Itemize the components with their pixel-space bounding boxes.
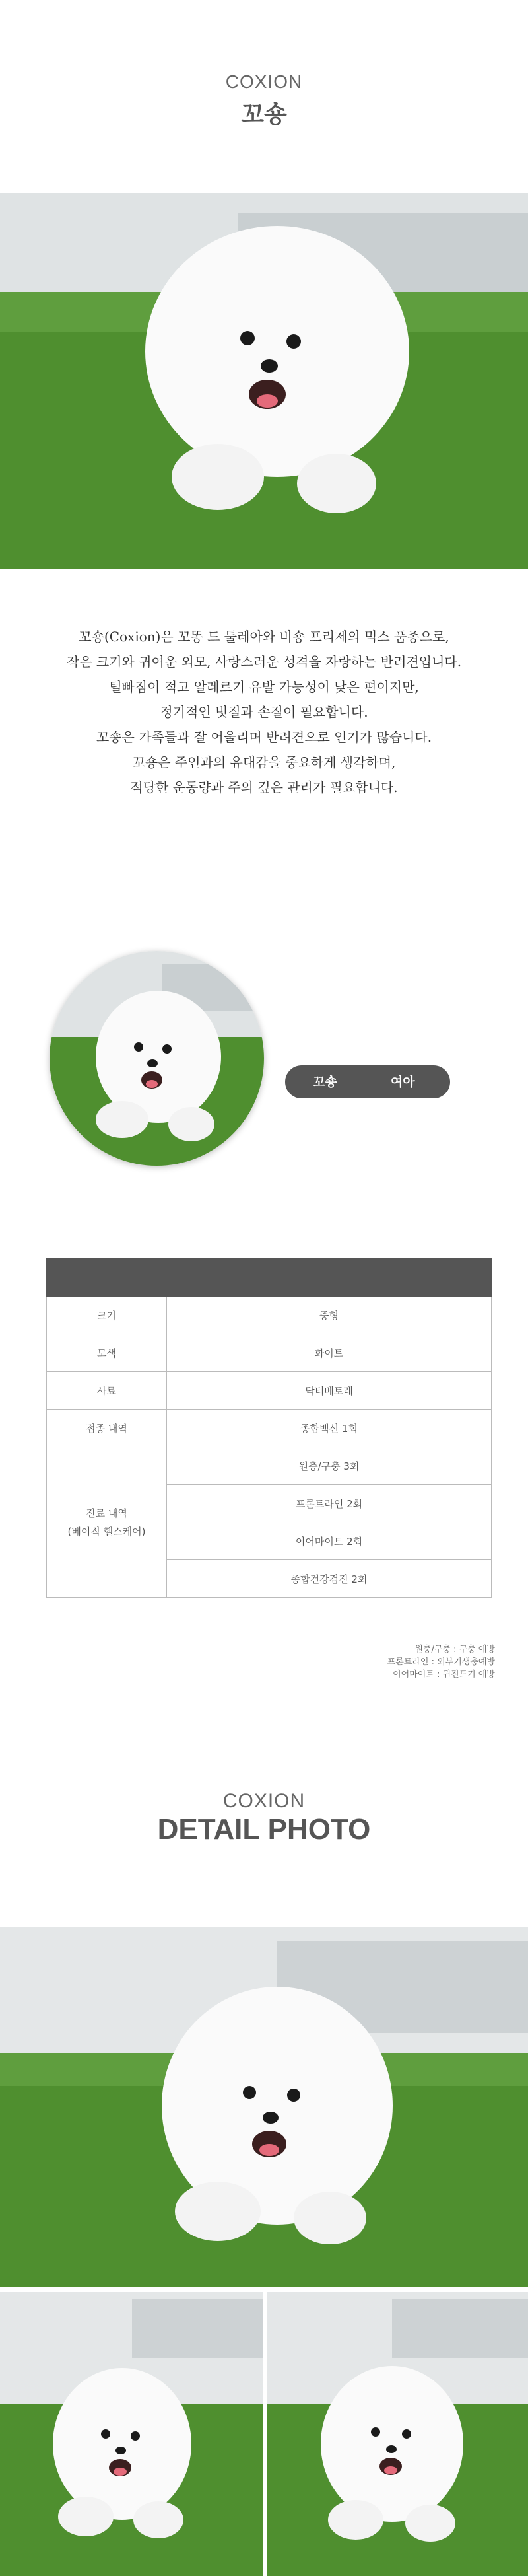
spec-value: 종합백신 1회	[167, 1410, 492, 1447]
dog-sex: 여아	[391, 1075, 415, 1089]
detail-title: DETAIL PHOTO	[157, 1813, 371, 1845]
description-line: 꼬숑은 가족들과 잘 어울리며 반려견으로 인기가 많습니다.	[96, 729, 432, 745]
care-item: 종합건강검진 2회	[167, 1560, 492, 1598]
table-row	[47, 1410, 492, 1447]
note-line: 원충/구충 : 구충 예방	[414, 1645, 495, 1655]
care-notes	[387, 1643, 495, 1681]
detail-photo-left	[0, 2292, 263, 2576]
spec-label: 크기	[47, 1297, 167, 1334]
brand-name: COXION	[225, 71, 303, 92]
description-line: 작은 크기와 귀여운 외모, 사랑스러운 성격을 자랑하는 반려견입니다.	[66, 654, 462, 670]
hero-photo	[0, 193, 528, 569]
spec-label: 접종 내역	[47, 1410, 167, 1447]
care-history-label	[47, 1447, 167, 1598]
detail-photo-right	[267, 2292, 528, 2576]
table-header-row	[47, 1259, 492, 1297]
spec-label: 사료	[47, 1372, 167, 1410]
table-row	[47, 1447, 492, 1485]
dog-illustration	[0, 2292, 263, 2576]
note-line: 프론트라인 : 외부기생충예방	[387, 1657, 495, 1667]
care-label-line: (베이직 헬스케어)	[67, 1525, 146, 1538]
dog-illustration	[267, 2292, 528, 2576]
breed-description	[40, 624, 488, 800]
table-row	[47, 1372, 492, 1410]
description-line: 정기적인 빗질과 손질이 필요합니다.	[160, 704, 368, 720]
spec-value: 닥터베토래	[167, 1372, 492, 1410]
note-line: 이어마이트 : 귀진드기 예방	[393, 1670, 495, 1680]
description-line: 꼬숑(Coxion)은 꼬똥 드 툴레아와 비숑 프리제의 믹스 품종으로,	[79, 629, 449, 645]
table-header-cell	[167, 1259, 492, 1297]
dog-illustration	[0, 193, 528, 569]
spec-value: 화이트	[167, 1334, 492, 1372]
page-title: 꼬숑	[241, 101, 287, 128]
description-line: 털빠짐이 적고 알레르기 유발 가능성이 낮은 편이지만,	[109, 679, 419, 695]
care-label-line: 진료 내역	[86, 1507, 127, 1519]
dog-name: 꼬숑	[313, 1075, 337, 1089]
care-item: 프론트라인 2회	[167, 1485, 492, 1522]
detail-brand: COXION	[222, 1790, 306, 1812]
table-row	[47, 1297, 492, 1334]
dog-illustration	[50, 951, 264, 1166]
profile-photo	[50, 951, 264, 1166]
care-item: 원충/구충 3회	[167, 1447, 492, 1485]
profile-badge	[285, 1065, 450, 1098]
care-item: 이어마이트 2회	[167, 1522, 492, 1560]
detail-photo-large	[0, 1927, 528, 2287]
table-header-cell	[47, 1259, 167, 1297]
description-line: 꼬숑은 주인과의 유대감을 중요하게 생각하며,	[132, 754, 396, 770]
spec-table	[46, 1258, 492, 1598]
spec-label: 모색	[47, 1334, 167, 1372]
description-line: 적당한 운동량과 주의 깊은 관리가 필요합니다.	[130, 779, 398, 795]
spec-value: 중형	[167, 1297, 492, 1334]
table-row	[47, 1334, 492, 1372]
dog-illustration	[0, 1927, 528, 2287]
